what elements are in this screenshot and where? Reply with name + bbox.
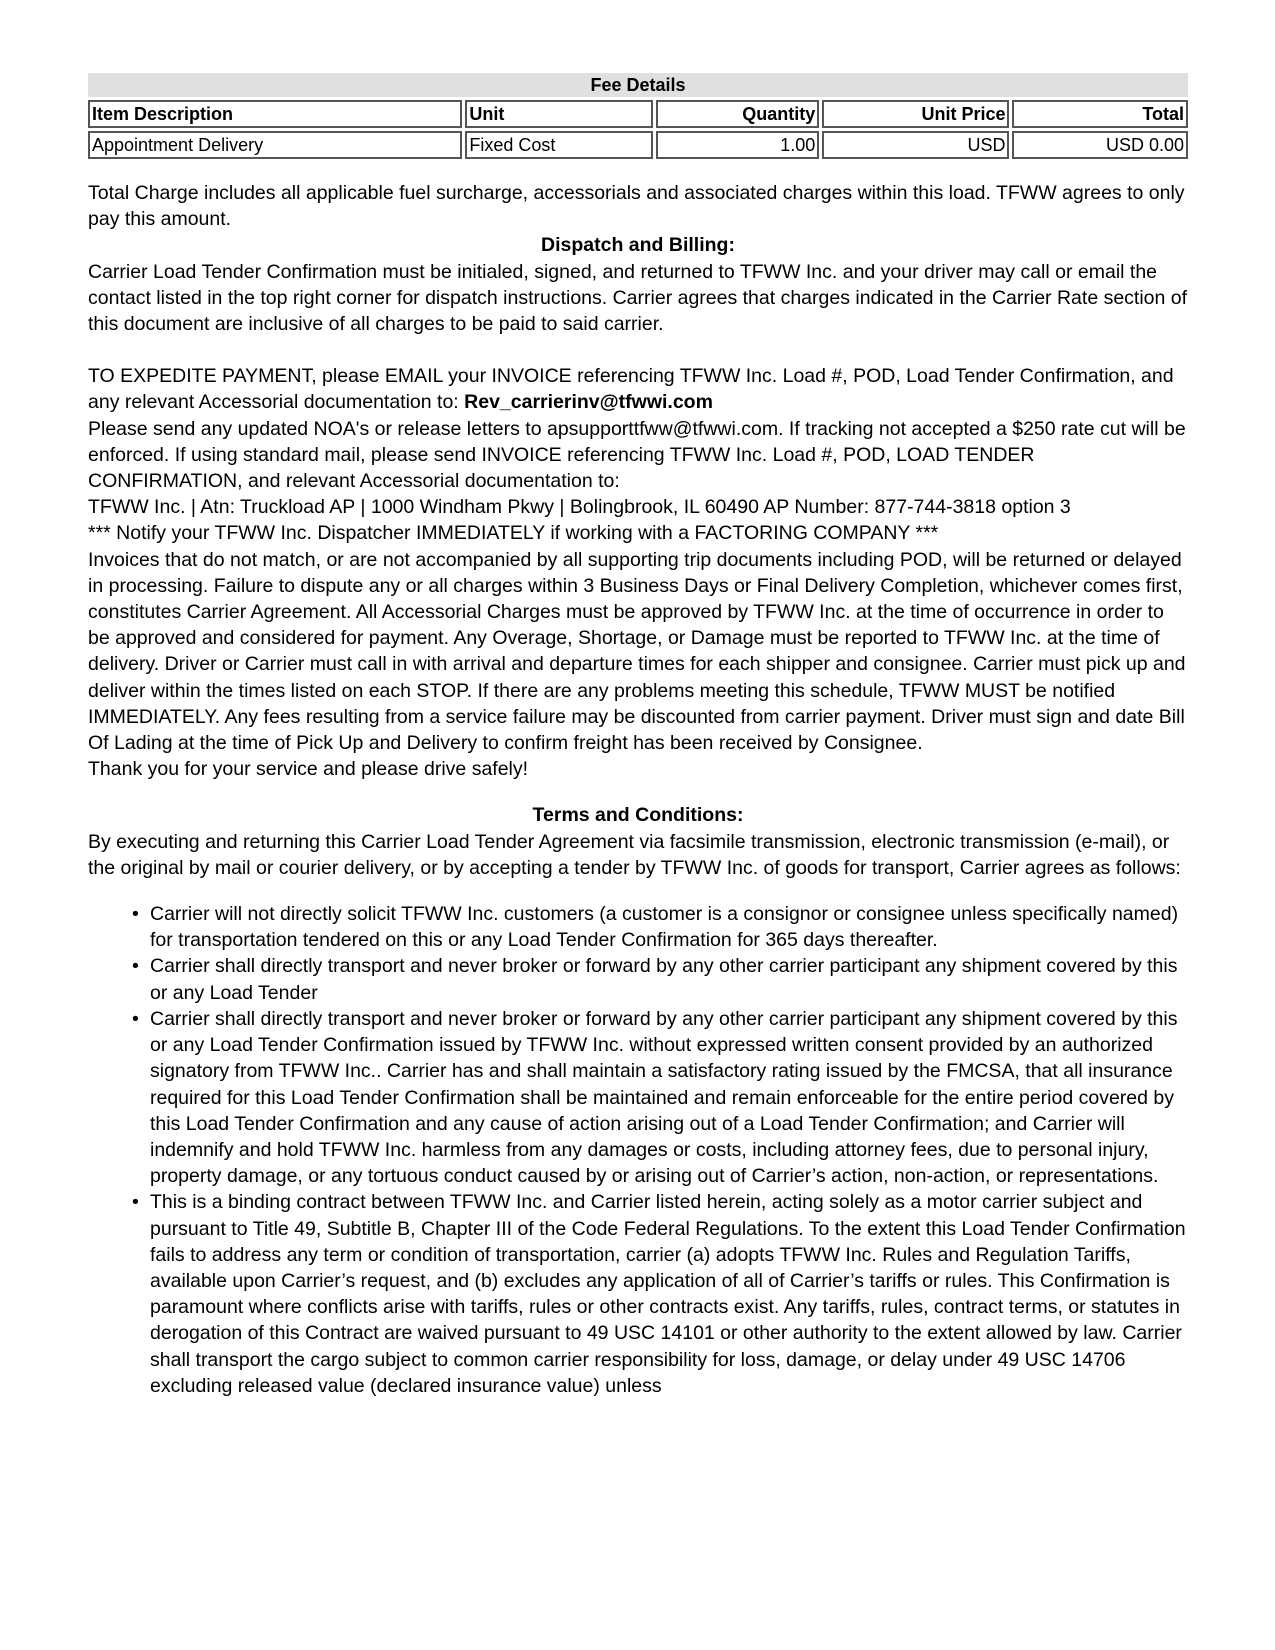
cell-item-description: Appointment Delivery: [88, 131, 462, 159]
table-row: [88, 131, 1188, 159]
fee-details-title: Fee Details: [88, 73, 1188, 97]
list-item: [88, 953, 1188, 1005]
thanks-line: Thank you for your service and please drive safely!: [88, 758, 529, 781]
cell-quantity: 1.00: [656, 131, 820, 159]
fee-table-header-row: [88, 100, 1188, 128]
total-charge-note: Total Charge includes all applicable fuel surcharge, accessorials and associated charges within this load. TFWW agrees to only pay this amount.: [88, 182, 1185, 231]
cell-total: USD 0.00: [1012, 131, 1188, 159]
bullet-icon: •: [132, 1191, 139, 1214]
noa-paragraph: Please send any updated NOA's or release letters to apsupporttfww@tfwwi.com. If tracking not accepted a $250 rate cut will be enforced. If using standard mail, please send INVOICE referencing TFWW Inc. Load #, POD, LOAD TENDER CONFIRMATION, and relevant Accessorial documentation to:: [88, 417, 1186, 493]
invoice-email: Rev_carrierinv@tfwwi.com: [464, 391, 713, 414]
invoices-paragraph: Invoices that do not match, or are not accompanied by all supporting trip documents including POD, will be returned or delayed in processing. Failure to dispute any or all charges within 3 Business Days or Final Delivery Completion, whichever comes first, constitutes Carrier Agreement. All Accessorial Charges must be approved by TFWW Inc. at the time of occurrence in order to be approved and considered for payment. Any Overage, Shortage, or Damage must be reported to TFWW Inc. at the time of delivery. Driver or Carrier must call in with arrival and departure times for each shipper and consignee. Carrier must pick up and deliver within the times listed on each STOP. If there are any problems meeting this schedule, TFWW MUST be notified IMMEDIATELY. Any fees resulting from a service failure may be discounted from carrier payment. Driver must sign and date Bill Of Lading at the time of Pick Up and Delivery to confirm freight has been received by Consignee.: [88, 548, 1186, 755]
fee-details-table: [85, 97, 1191, 162]
bullet-icon: •: [132, 955, 139, 978]
cell-unit: Fixed Cost: [465, 131, 652, 159]
header-unit: Unit: [465, 100, 652, 128]
terms-list: [88, 901, 1188, 1399]
header-quantity: Quantity: [656, 100, 820, 128]
terms-heading: Terms and Conditions:: [532, 804, 744, 827]
mailing-address: TFWW Inc. | Atn: Truckload AP | 1000 Windham Pkwy | Bolingbrook, IL 60490 AP Number: 877-744-3818 option 3: [88, 496, 1071, 519]
factoring-notice: *** Notify your TFWW Inc. Dispatcher IMMEDIATELY if working with a FACTORING COMPANY ***: [88, 522, 939, 545]
dispatch-heading: Dispatch and Billing:: [541, 234, 735, 257]
term-text: This is a binding contract between TFWW Inc. and Carrier listed herein, acting solely as a motor carrier subject and pursuant to Title 49, Subtitle B, Chapter III of the Code Federal Regulations. To the extent this Load Tender Confirmation fails to address any term or condition of transportation, carrier (a) adopts TFWW Inc. Rules and Regulation Tariffs, available upon Carrier’s request, and (b) excludes any application of all of Carrier’s tariffs or rules. This Confirmation is paramount where conflicts arise with tariffs, rules or other contracts exist. Any tariffs, rules, contract terms, or statutes in derogation of this Contract are waived pursuant to 49 USC 14101 or other authority to the extent allowed by law. Carrier shall transport the cargo subject to common carrier responsibility for loss, damage, or delay under 49 USC 14706 excluding released value (declared insurance value) unless: [150, 1191, 1186, 1397]
term-text: Carrier shall directly transport and never broker or forward by any other carrier participant any shipment covered by this or any Load Tender: [150, 955, 1178, 1004]
cell-unit-price: USD: [822, 131, 1009, 159]
expedite-intro: TO EXPEDITE PAYMENT, please EMAIL your INVOICE referencing TFWW Inc. Load #, POD, Load Tender Confirmation, and any relevant Accessorial documentation to:: [88, 365, 1174, 414]
document-page: [88, 73, 1188, 1399]
bullet-icon: •: [132, 903, 139, 926]
term-text: Carrier will not directly solicit TFWW Inc. customers (a customer is a consignor or consignee unless specifically named) for transportation tendered on this or any Load Tender Confirmation for 365 days thereafter.: [150, 903, 1179, 952]
terms-intro: By executing and returning this Carrier Load Tender Agreement via facsimile transmission, electronic transmission (e-mail), or the original by mail or courier delivery, or by accepting a tender by TFWW Inc. of goods for transport, Carrier agrees as follows:: [88, 830, 1181, 879]
dispatch-body: Carrier Load Tender Confirmation must be initialed, signed, and returned to TFWW Inc. and your driver may call or email the contact listed in the top right corner for dispatch instructions. Carrier agrees that charges indicated in the Carrier Rate section of this document are inclusive of all charges to be paid to said carrier.: [88, 260, 1188, 336]
header-unit-price: Unit Price: [822, 100, 1009, 128]
header-total: Total: [1012, 100, 1188, 128]
header-item-description: Item Description: [88, 100, 462, 128]
list-item: [88, 1006, 1188, 1189]
expedite-paragraph: [88, 363, 1188, 415]
term-text: Carrier shall directly transport and never broker or forward by any other carrier participant any shipment covered by this or any Load Tender Confirmation issued by TFWW Inc. without expressed written consent provided by an authorized signatory from TFWW Inc.. Carrier has and shall maintain a satisfactory rating issued by the FMCSA, that all insurance required for this Load Tender Confirmation shall be maintained and remain enforceable for the entire period covered by this Load Tender Confirmation and any cause of action arising out of a Load Tender Confirmation; and Carrier will indemnify and hold TFWW Inc. harmless from any damages or costs, including attorney fees, due to personal injury, property damage, or any tortuous conduct caused by or arising out of Carrier’s action, non-action, or representations.: [150, 1007, 1178, 1188]
list-item: [88, 1189, 1188, 1399]
list-item: [88, 901, 1188, 953]
bullet-icon: •: [132, 1007, 139, 1030]
